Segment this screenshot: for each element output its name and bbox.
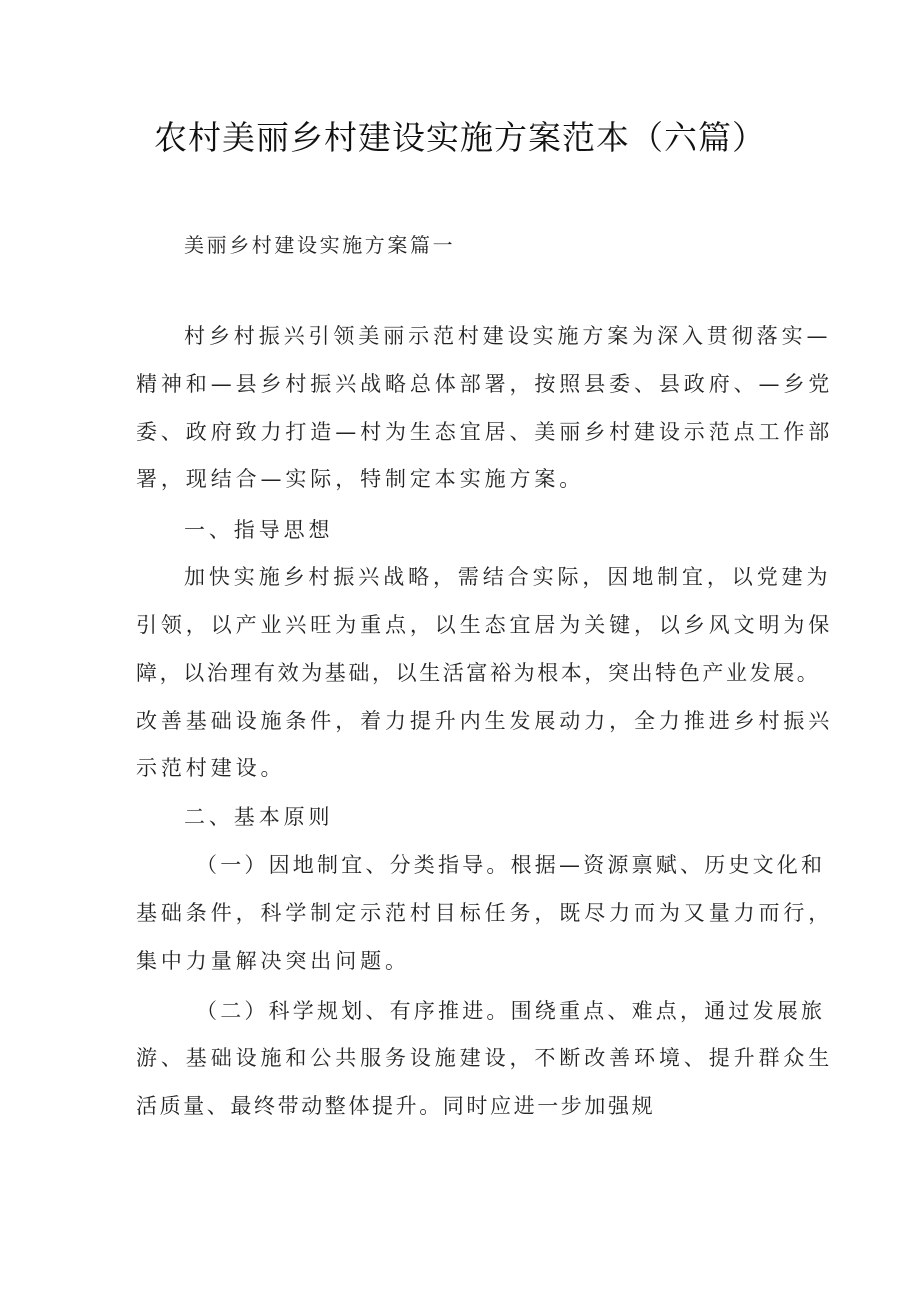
paragraph-line: 精神和—县乡村振兴战略总体部署，按照县委、县政府、—乡党 [136, 372, 834, 396]
paragraph-line: 集中力量解决突出问题。 [136, 949, 410, 973]
paragraph-line: 引领，以产业兴旺为重点，以生态宜居为关键，以乡风文明为保 [136, 613, 834, 637]
paragraph-line: 障，以治理有效为基础，以生活富裕为根本，突出特色产业发展。 [136, 661, 821, 685]
paragraph-line: 改善基础设施条件，着力提升内生发展动力，全力推进乡村振兴 [136, 709, 834, 733]
paragraph-line: 游、基础设施和公共服务设施建设，不断改善环境、提升群众生 [136, 1046, 834, 1070]
heading-basic-principles: 二、基本原则 [184, 805, 334, 829]
section-heading: 美丽乡村建设实施方案篇一 [184, 233, 456, 257]
paragraph-line: 加快实施乡村振兴战略，需结合实际，因地制宜，以党建为 [184, 565, 832, 589]
paragraph-line: 署，现结合—实际，特制定本实施方案。 [136, 467, 585, 491]
paragraph-line: 委、政府致力打造—村为生态宜居、美丽乡村建设示范点工作部 [136, 420, 834, 444]
paragraph-line: 基础条件，科学制定示范村目标任务，既尽力而为又量力而行， [136, 901, 834, 925]
paragraph-line: （二）科学规划、有序推进。围绕重点、难点，通过发展旅 [196, 999, 826, 1023]
paragraph-line: 村乡村振兴引领美丽示范村建设实施方案为深入贯彻落实— [184, 324, 832, 348]
heading-guiding-thought: 一、指导思想 [184, 518, 334, 542]
paragraph-line: （一）因地制宜、分类指导。根据—资源禀赋、历史文化和 [196, 853, 826, 877]
paragraph-line: 活质量、最终带动整体提升。同时应进一步加强规 [136, 1094, 656, 1118]
paragraph-line: 示范村建设。 [136, 756, 286, 780]
document-title: 农村美丽乡村建设实施方案范本（六篇） [154, 118, 766, 157]
